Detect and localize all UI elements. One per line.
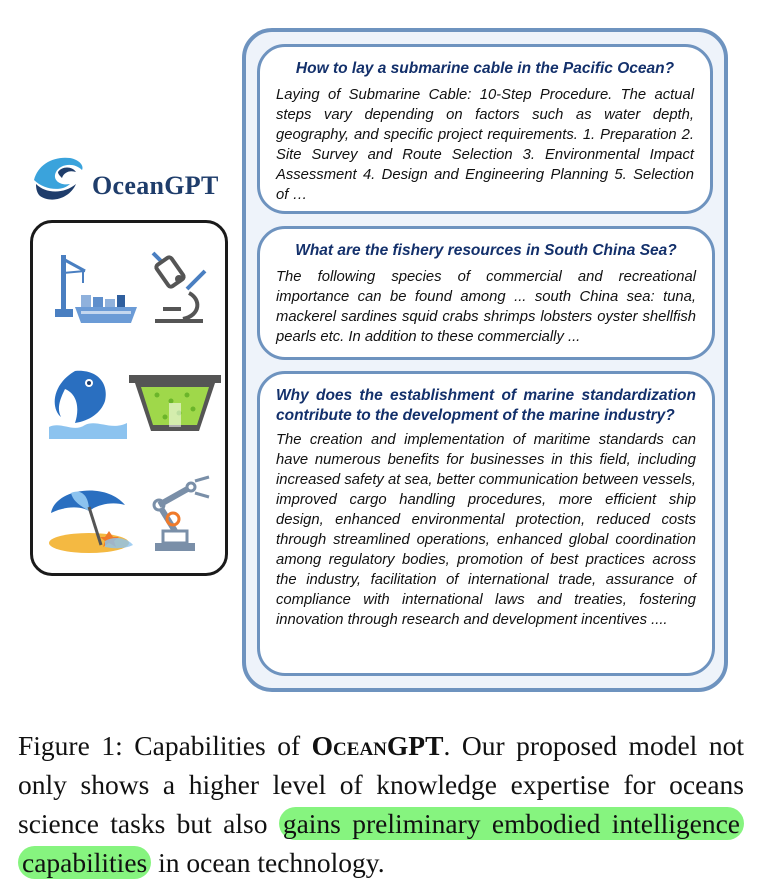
answer-text: The creation and implementation of maritime standards can have numerous benefits for businesses in this field, including increased safety at sea, better communication between vessels, improved cargo handling procedures, more efficient ship design, enhanced environmental protection, reduced costs through streamlined operations, enhanced global coordination among regulatory bodies, promotion of best practices across the industry, facilitation of international trade, assurance of compliance with international laws and treaties, fostering innovation through research and development incentives .... — [276, 432, 696, 628]
caption-prefix: Figure 1: Capabilities of — [18, 730, 312, 761]
qa-card-fishery-resources — [257, 226, 715, 360]
aquaculture-tank-icon — [127, 373, 223, 439]
caption-suffix: in ocean technology. — [151, 847, 385, 878]
caption-brand: OceanGPT — [311, 730, 444, 761]
figure-caption — [18, 726, 744, 882]
caption-middle: . Our proposed model not only shows a higher level of knowledge expertise for oceans science tasks but also — [18, 730, 744, 839]
port-crane-ship-icon — [51, 251, 139, 329]
answer-text: Laying of Submarine Cable: 10-Step Procedure. The actual steps vary depending on factors such as water depth, geography, and specific project requirements. 1. Preparation 2. Site Survey and Route Selection 3. Environmental Impact Assessment 4. Design and Engineering Planning 5. Selection of … — [276, 87, 694, 203]
robot-arm-icon — [137, 473, 223, 555]
question-text: Why does the establishment of marine standardization contribute to the development of the marine industry? — [276, 387, 696, 424]
fish-icon — [45, 365, 135, 441]
qa-card-submarine-cable — [257, 44, 713, 214]
capability-icon-panel — [30, 220, 228, 576]
logo-text: OceanGPT — [92, 171, 219, 200]
caption-highlight: gains preliminary embodied intelligence capabilities — [18, 807, 744, 879]
beach-umbrella-icon — [45, 479, 135, 555]
qa-card-marine-standardization — [257, 371, 715, 676]
answer-text: The following species of commercial and recreational importance can be found among ... south China sea: tuna, mackerel sardines squid crabs shrimps lobsters oyster shellfish pearls etc. In addition to these commercially ... — [276, 269, 696, 345]
microscope-icon — [143, 249, 215, 329]
question-text: What are the fishery resources in South China Sea? — [295, 242, 677, 259]
question-text: How to lay a submarine cable in the Pacific Ocean? — [295, 60, 675, 77]
wave-logo-icon — [28, 150, 88, 210]
